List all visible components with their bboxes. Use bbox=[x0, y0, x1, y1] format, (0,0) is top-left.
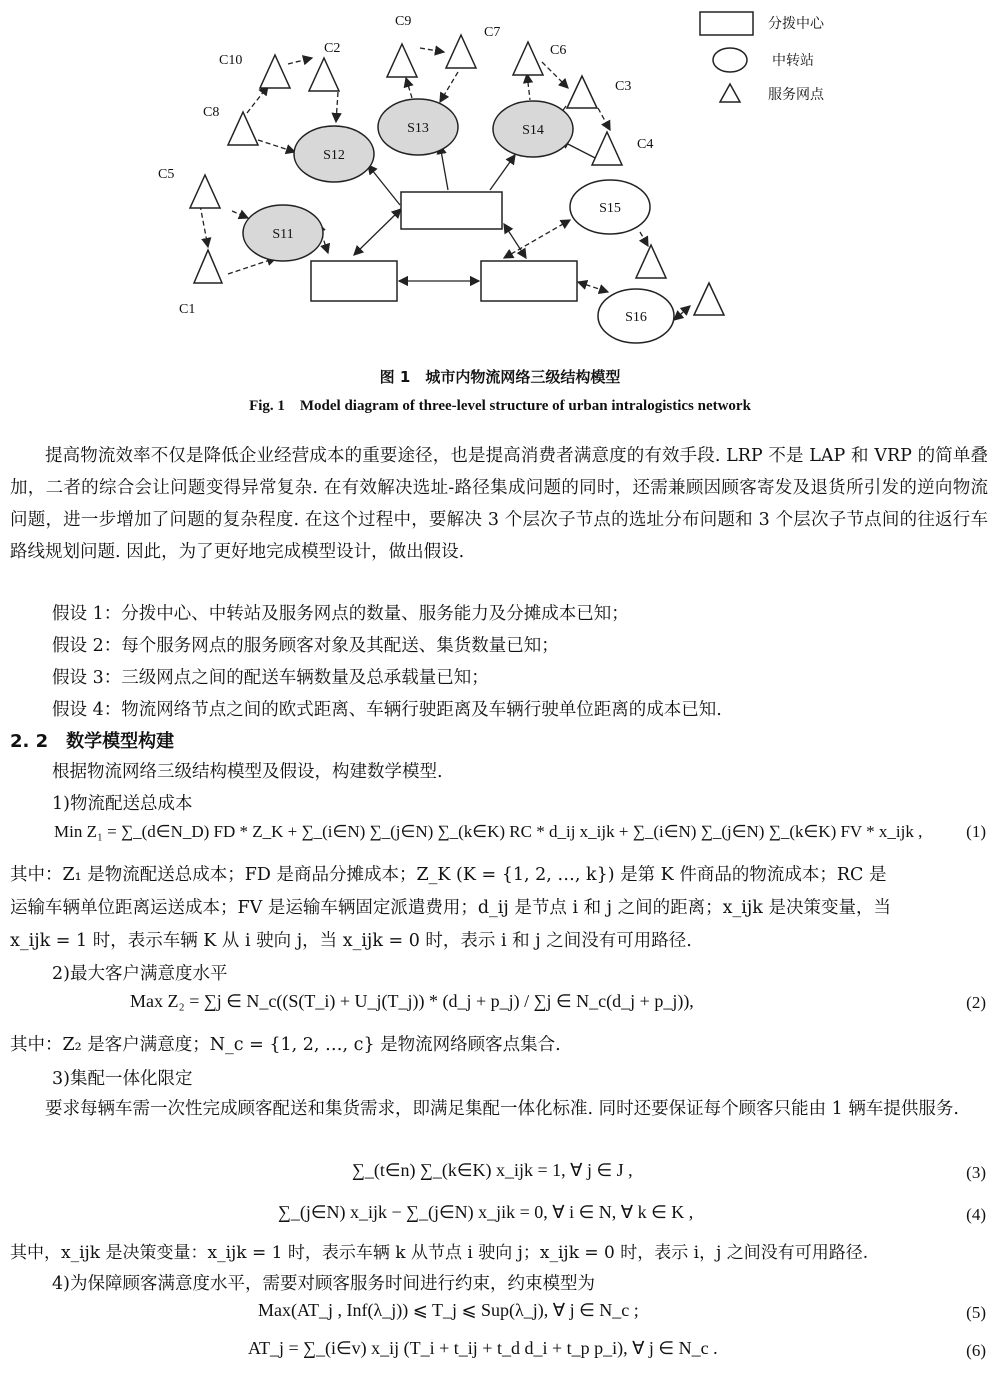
service-point-c2 bbox=[309, 58, 339, 91]
equation-4-number: (4) bbox=[966, 1205, 986, 1224]
equation-2: Max Z₂ = ∑j ∈ N_c((S(T_i) + U_j(T_j)) * (d_j + p_j) / ∑j ∈ N_c(d_j + p_j)), bbox=[130, 991, 694, 1011]
assumption-4: 假设 4：物流网络节点之间的欧式距离、车辆行驶距离及车辆行驶单位距离的成本已知. bbox=[52, 700, 722, 720]
figure-caption-cn: 图 1 城市内物流网络三级结构模型 bbox=[379, 368, 621, 386]
equation-1-number: (1) bbox=[966, 822, 986, 841]
equation-5-number: (5) bbox=[966, 1303, 986, 1322]
distribution-center-left bbox=[311, 261, 397, 301]
distribution-center-top bbox=[401, 192, 502, 229]
eq2-desc: 其中：Z₂ 是客户满意度；N_c = {1, 2, …, c} 是物流网络顾客点集合. bbox=[10, 1035, 561, 1055]
subsection-3: 3)集配一体化限定 bbox=[52, 1069, 193, 1089]
label-s11: S11 bbox=[272, 227, 294, 242]
service-point-c3 bbox=[567, 76, 597, 108]
label-c3: C3 bbox=[615, 79, 632, 94]
subsection-2: 2)最大客户满意度水平 bbox=[52, 964, 228, 984]
legend-service-point: 服务网点 bbox=[768, 87, 824, 103]
label-c7: C7 bbox=[484, 25, 501, 40]
service-point-s15-child bbox=[636, 245, 666, 278]
assumption-2: 假设 2：每个服务网点的服务顾客对象及其配送、集货数量已知； bbox=[52, 636, 559, 656]
label-c9: C9 bbox=[395, 14, 412, 29]
eq1-desc-line1: 其中：Z₁ 是物流配送总成本；FD 是商品分摊成本；Z_K (K = {1, 2, …, k}) 是第 K 件商品的物流成本；RC 是 bbox=[10, 865, 887, 885]
assumption-3: 假设 3：三级网点之间的配送车辆数量及总承载量已知； bbox=[52, 668, 489, 688]
label-c5: C5 bbox=[158, 167, 175, 182]
label-s12: S12 bbox=[323, 148, 345, 163]
label-s15: S15 bbox=[599, 201, 621, 216]
eq1-desc-line3: x_ijk = 1 时，表示车辆 K 从 i 驶向 j，当 x_ijk = 0 时，表示 i 和 j 之间没有可用路径. bbox=[10, 931, 692, 951]
label-c1: C1 bbox=[179, 302, 196, 317]
equation-1: Min Z₁ = ∑_(d∈N_D) FD * Z_K + ∑_(i∈N) ∑_(j∈N) ∑_(k∈K) RC * d_ij x_ijk + ∑_(i∈N) ∑_(j∈N) ∑_(k∈K) FV * x_ijk , bbox=[54, 822, 923, 841]
label-c6: C6 bbox=[550, 43, 567, 58]
equation-3-number: (3) bbox=[966, 1163, 986, 1182]
paragraph-integration: 要求每辆车需一次性完成顾客配送和集货需求，即满足集配一体化标准. 同时还要保证每个顾客只能由 1 辆车提供服务. bbox=[45, 1099, 959, 1119]
service-point-c7 bbox=[446, 35, 476, 68]
eq1-desc-line2: 运输车辆单位距离运送成本；FV 是运输车辆固定派遣费用；d_ij 是节点 i 和 j 之间的距离；x_ijk 是决策变量，当 bbox=[10, 898, 891, 918]
label-c8: C8 bbox=[203, 105, 220, 120]
label-c10: C10 bbox=[219, 53, 243, 68]
label-c4: C4 bbox=[637, 137, 654, 152]
subsection-1: 1)物流配送总成本 bbox=[52, 794, 193, 814]
paragraph-intro: 提高物流效率不仅是降低企业经营成本的重要途径，也是提高消费者满意度的有效手段. LRP 不是 LAP 和 VRP 的简单叠加，二者的综合会让问题变得异常复杂. 在有效解决选址-路径集成问题的同时，还需兼顾因顾客寄发及退货所引发的逆向物流问题，进一步增加了问题的复杂程度. 在这个过程中，要解决 3 个层次子节点的选址分布问题和 3 个层次子节点间的往返行车路线规划问题. 因此，为了更好地完成模型设计，做出假设. bbox=[10, 446, 988, 562]
equation-6-number: (6) bbox=[966, 1341, 986, 1360]
label-c2: C2 bbox=[324, 41, 341, 56]
equation-5: Max(AT_j , Inf(λ_j)) ⩽ T_j ⩽ Sup(λ_j), ∀ j ∈ N_c ; bbox=[258, 1300, 639, 1320]
equation-6: AT_j = ∑_(i∈v) x_ij (T_i + t_ij + t_d d_i + t_p p_i), ∀ j ∈ N_c . bbox=[248, 1338, 718, 1358]
label-s13: S13 bbox=[407, 121, 429, 136]
section-heading: 2. 2 数学模型构建 bbox=[10, 731, 175, 752]
equation-4: ∑_(j∈N) x_ijk − ∑_(j∈N) x_jik = 0, ∀ i ∈ N, ∀ k ∈ K , bbox=[278, 1202, 694, 1222]
label-s16: S16 bbox=[625, 310, 647, 325]
service-point-c1 bbox=[194, 250, 222, 283]
service-point-c9 bbox=[387, 44, 417, 77]
figure-caption-en: Fig. 1 Model diagram of three-level structure of urban intralogistics network bbox=[249, 398, 751, 414]
logistics-network-diagram bbox=[0, 0, 1000, 360]
service-point-c10 bbox=[260, 55, 290, 88]
eq4-desc: 其中，x_ijk 是决策变量：x_ijk = 1 时，表示车辆 k 从节点 i 驶向 j；x_ijk = 0 时，表示 i，j 之间没有可用路径. bbox=[10, 1243, 869, 1263]
service-point-s16-child bbox=[694, 283, 724, 315]
assumption-1: 假设 1：分拨中心、中转站及服务网点的数量、服务能力及分摊成本已知； bbox=[52, 604, 629, 624]
legend-transfer-station: 中转站 bbox=[772, 53, 814, 69]
label-s14: S14 bbox=[522, 123, 544, 138]
service-point-c4 bbox=[592, 132, 622, 165]
service-point-c8 bbox=[228, 112, 258, 145]
equation-2-number: (2) bbox=[966, 993, 986, 1012]
legend-distribution-center: 分拨中心 bbox=[768, 16, 824, 32]
legend bbox=[700, 12, 825, 103]
distribution-center-right bbox=[481, 261, 577, 301]
equation-3: ∑_(t∈n) ∑_(k∈K) x_ijk = 1, ∀ j ∈ J , bbox=[352, 1160, 633, 1180]
service-point-c6 bbox=[513, 42, 543, 75]
model-intro: 根据物流网络三级结构模型及假设，构建数学模型. bbox=[52, 762, 443, 782]
subsection-4: 4)为保障顾客满意度水平，需要对顾客服务时间进行约束，约束模型为 bbox=[52, 1274, 595, 1294]
service-point-c5 bbox=[190, 175, 220, 208]
